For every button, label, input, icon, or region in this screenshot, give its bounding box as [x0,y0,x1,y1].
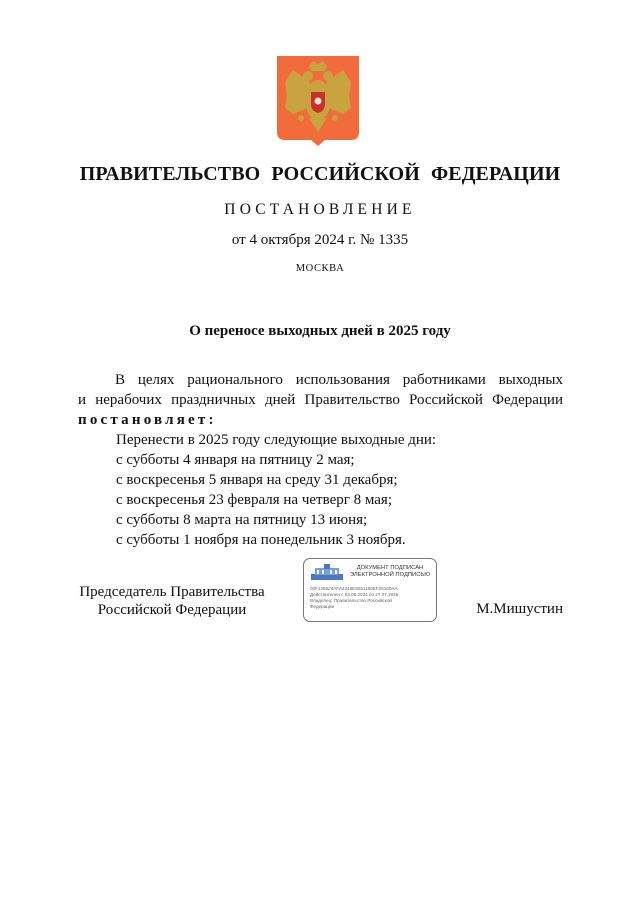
signer-name: М.Мишустин [476,601,563,617]
document-city: МОСКВА [295,263,345,274]
stamp-heading-line-1: ДОКУМЕНТ ПОДПИСАН [356,565,424,571]
list-item: с воскресенья 5 января на среду 31 декабря; [116,472,398,488]
document-type: ПОСТАНОВЛЕНИЕ [224,201,416,218]
decree-word: постановляет: [78,412,217,428]
preamble-line-2: и нерабочих праздничных дней Правительство Российской Федерации [78,392,563,408]
stamp-heading [344,565,436,579]
coat-of-arms-emblem [277,56,359,146]
stamp-certificate: 00F128624AFA4248E5051180EF26160AA [310,586,398,591]
signer-position-line-1: Председатель Правительства [79,584,265,600]
stamp-validity: Действителен с 03.05.2024 по 27.07.2025 [310,592,399,597]
list-item: Перенести в 2025 году следующие выходные дни: [116,432,437,448]
list-item: с субботы 8 марта на пятницу 13 июня; [116,512,368,528]
stamp-owner-line-1: Владелец: Правительство Российской [310,598,392,603]
stamp-owner-line-2: Федерации [310,604,335,609]
stamp-heading-line-2: ЭЛЕКТРОННОЙ ПОДПИСЬЮ [349,572,431,578]
document-subject: О переносе выходных дней в 2025 году [189,323,451,339]
document-date-number: от 4 октября 2024 г. № 1335 [231,232,409,248]
transfer-list [116,430,436,550]
stamp-details [310,586,398,610]
building-icon [311,564,343,580]
list-item: с воскресенья 23 февраля на четверг 8 мая; [116,492,392,508]
list-item: с субботы 4 января на пятницу 2 мая; [116,452,355,468]
government-title: ПРАВИТЕЛЬСТВО РОССИЙСКОЙ ФЕДЕРАЦИИ [79,163,561,185]
signer-position-line-2: Российской Федерации [97,602,247,618]
list-item: с субботы 1 ноября на понедельник 3 ноября. [116,532,406,548]
signer-position [78,583,266,619]
preamble-line-1: В целях рационального использования работниками выходных [115,372,563,388]
electronic-signature-stamp [303,558,437,622]
